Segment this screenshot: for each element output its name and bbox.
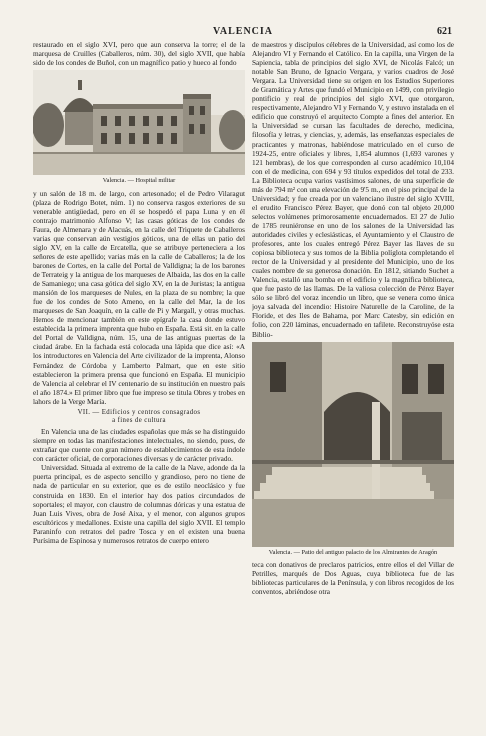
page-number: 621 xyxy=(437,26,452,37)
page-title: VALENCIA xyxy=(212,26,274,37)
left-palaces-paragraph: y un salón de 18 m. de largo, con artesonado; el de Pedro Vilaragut (plaza de Rodrigo Botet, núm. 1) no conserva rasgos exteriores de su venerable antigüedad, pero en él se hospedó el papa Luna y en él contrajo matrimonio Alfonso V; las casas góticas de los condes de Faura, de Almenara y de Alacuás, en la calle del Triquete de Caballeros varias que conservan aún vestigios góticos, una de ellas un patio del siglo XV, en la calle de Ercatella, que se atribuye perteneciera a los señores de este apellido; varias más en la calle de Caballeros; la de los barones de Cortes, en la calle del Portal de Valldigna; la de los barones de Terrateig y la antigua de los marqueses de Albaida, las dos en la calle de Samaniego; una casa gótica del siglo XV, en la de Juristas; la antigua mansión de los marqueses de Nules, en la plaza de su nombre; la que fue de los condes de Soto Ameno, en la calle del Mar, la de los marqueses de San Joaquín, en la calle de Pi y Margall, y otras muchas. Hemos de mencionar también en este epígrafe la casa donde estuvo establecida la primera imprenta que hubo en España. Está sit. en la calle del Portal de Valldigna, núm. 15, una de las antiguas puertas de la ciudad árabe. En la fachada está colocada una lápida que dice así: «A los introductores en Valencia del Arte civilizador de la imprenta, Alonso Fernández de Córdoba y Lamberto Palmart, que en este sitio establecieron la primera prensa que funcionó en España. El municipio de Valencia al celebrar el IV centenario de su institución en nuestro país el año 1874.» El primer libro que fue impreso se titula Obres y trobes en lahors de la Verge María. xyxy=(33,188,245,406)
admirals-palace-photo xyxy=(252,342,454,547)
courtyard-illustration xyxy=(252,342,454,547)
section-heading-line-2: a fines de cultura xyxy=(112,416,166,424)
section-heading xyxy=(33,409,245,425)
admirals-palace-figure xyxy=(252,342,454,557)
university-paragraph: Universidad. Situada al extremo de la calle de la Nave, adonde da la puerta principal, es de aspecto sencillo y grandioso, pero no tiene de nada de particular en su exterior, que es de estilo neoclásico y fue construida en 1830. En el interior hay dos patios circundados de soportales; el mayor, con claustro de columnas dóricas y una estatua de Juan Luis Vives, obra de José Aixa, y el menor, con algunos grupos escultóricos y medallones. Existe una capilla del siglo XVII. El templo Paraninfo con retratos del padre Tosca y en el existen una buena Purísima de Espinosa y numerosos retratos de cuerpo entero xyxy=(33,463,245,545)
left-top-paragraph: restaurado en el siglo XVI, pero que aun conserva la torre; el de la marquesa de Cruilles (Caballeros, núm. 30), del siglo XVII, que había sido de los condes de Buñol, con un magnífico patio y hueco al fondo xyxy=(33,40,245,68)
right-top-paragraph: de maestros y discípulos célebres de la Universidad, así como los de Alejandro VI y Fernando el Católico. En la capilla, una Virgen de la Sapiencia, tabla de principios del siglo XVI, de Nicolás Falcó; un notable San Bruno, de Ignacio Vergara, y varios cuadros de José Vergara. La Universidad tiene su origen en los Estudios Superiores de Gramática y Artes que fundó el Municipio en 1499, con privilegio pontificio y real de principios del siglo XVI, que otorgaron, respectivamente, Alejandro VI y Fernando V, y estuvo instalada en el edificio que construyó el arquitecto Compte a fines del anterior. En la Universidad se cursan las facultades de derecho, medicina, filosofía y letras, y ciencias, y, además, las enseñanzas especiales de practicantes y matronas, habiéndose matriculado en el curso de 1924-25, entre oficiales y libres, 1,854 alumnos (1,693 varones y 121 hembras), de los que corresponden al curso académico 10,104 con el de medicina, con 694 y 93 títulos expedidos del total de 233. La Biblioteca ocupa varios vastísimos salones, de una superficie de más de 794 m² con una elevación de 9'5 m., en el piso principal de la Universidad; y fue creada por un valenciano ilustre del siglo XVIII, el erudito Francisco Pérez Bayer, que donó con tal objeto 20,000 selectos volúmenes primorosamente encuadernados. El 27 de Julio de 1785 reuniéronse en uno de los salones de la Universidad las autoridades civiles y eclesiásticas, el Ayuntamiento y el Claustro de profesores, ante los cuales entregó Pérez Bayer las llaves de su copiosa biblioteca y sus tomos de la Biblia políglota completando el rector de la Universidad y al presidente del Municipio, uno de los cuales nombre de su generosa donación. En 1812, sitiando Suchet a Valencia, estalló una bomba en el edificio y la magnífica biblioteca, que fue pasto de las llamas. De la valiosa colección de Pérez Bayer sólo se libró del voraz incendio un libro, que se venera como única joya salvada del incendio: Histoire Naturelle de la Caroline, de la Floride, et des Iles de Bahama, por Marc Catesby, sin edición en folio, con 220 láminas, encuadernado en tafilete. Reconstruyóse esta Biblio- xyxy=(252,40,454,339)
admirals-palace-caption: Valencia. — Patio del antiguo palacio de los Almirantes de Aragón xyxy=(268,548,438,556)
hospital-caption: Valencia. — Hospital militar xyxy=(102,177,176,185)
hospital-figure xyxy=(33,70,245,185)
running-header xyxy=(34,26,452,40)
hospital-military-photo xyxy=(33,70,245,175)
section-heading-line-1: VII. — Edificios y centros consagrados xyxy=(77,408,201,416)
hospital-building-illustration xyxy=(33,70,245,175)
left-column xyxy=(33,40,245,730)
section-intro-paragraph: En Valencia una de las ciudades españolas que más se ha distinguido siempre en todas las manifestaciones intelectuales, no siendo, pues, de extrañar que cuente con gran número de establecimientos de esta índole con carácter oficial, de corporaciones diversas y de carácter privado. xyxy=(33,427,245,464)
right-bottom-paragraph: teca con donativos de preclaros patricios, entre ellos el del Villar de Petrilles, marqués de Dos Aguas, cuya biblioteca fue de las bibliotecas particulares de la Península, y con libros recogidos de los conventos, abriéndose otra xyxy=(252,560,454,597)
right-column xyxy=(252,40,454,730)
